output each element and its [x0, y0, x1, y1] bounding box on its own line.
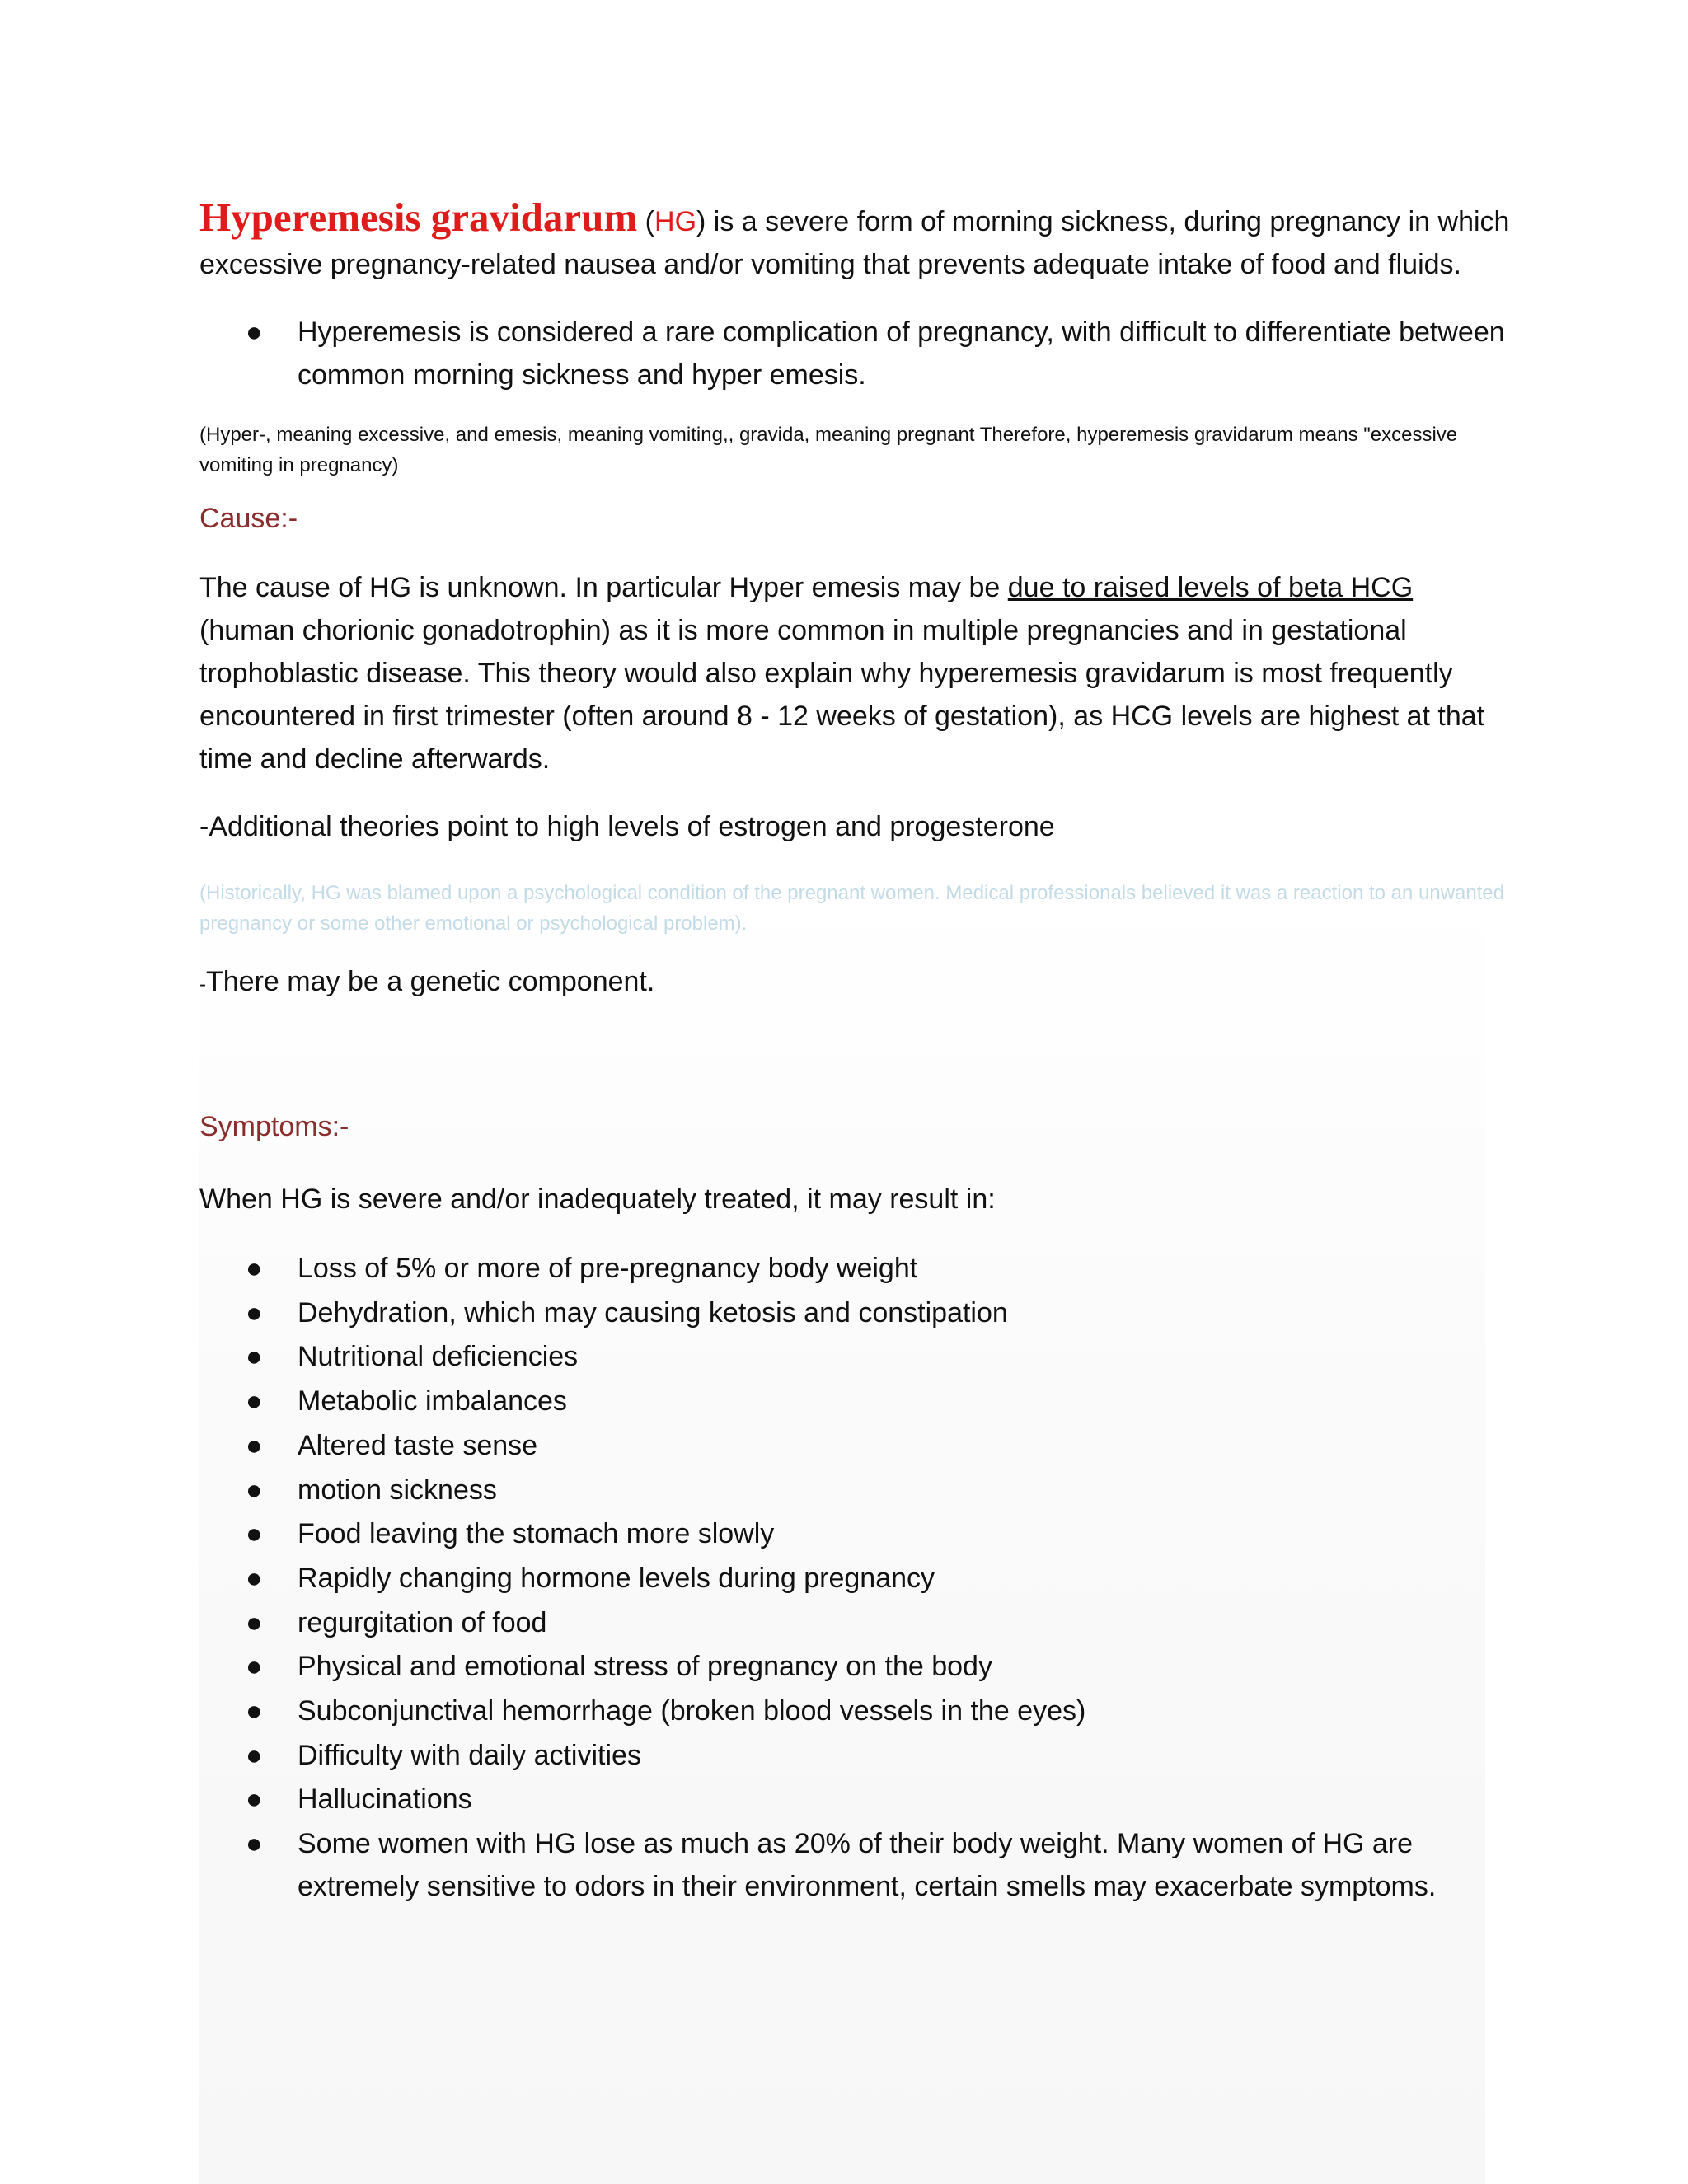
list-item-text: Altered taste sense	[298, 1429, 538, 1461]
list-item-text: Nutritional deficiencies	[298, 1341, 579, 1373]
list-item-text: Food leaving the stomach more slowly	[298, 1518, 775, 1550]
symptoms-heading: Symptoms:-	[199, 1111, 349, 1142]
list-item	[199, 1778, 1510, 1822]
bullet-icon: ●	[246, 1518, 263, 1550]
document-title: Hyperemesis gravidarum	[199, 194, 638, 240]
symptoms-list	[199, 1247, 1510, 1908]
list-item-text: Subconjunctival hemorrhage (broken blood vessels in the eyes)	[298, 1695, 1086, 1727]
bullet-icon: ●	[246, 1783, 263, 1816]
list-item-text: Hallucinations	[298, 1783, 472, 1816]
genetic-text: There may be a genetic component.	[206, 966, 655, 997]
list-item	[199, 1291, 1510, 1336]
list-item-text: regurgitation of food	[298, 1606, 547, 1638]
bullet-icon: ●	[246, 1385, 263, 1418]
bullet-icon: ●	[246, 1429, 263, 1461]
list-item	[199, 1380, 1510, 1424]
etymology-note: (Hyper-, meaning excessive, and emesis, meaning vomiting,, gravida, meaning pregnant Therefore, hyperemesis gravidarum means "excessive vomiting in pregnancy)	[199, 424, 1458, 476]
list-item-text: Some women with HG lose as much as 20% of their body weight. Many women of HG are extremely sensitive to odors in their environment, certain smells may exacerbate symptoms.	[298, 1828, 1437, 1903]
genetic-paragraph	[199, 960, 1510, 1006]
list-item	[199, 1424, 1510, 1469]
historical-note: (Historically, HG was blamed upon a psychological condition of the pregnant women. Medical professionals believed it was a reaction to an unwanted pregnancy or some other emotional or psychological problem).	[199, 882, 1505, 935]
list-item	[199, 1645, 1510, 1690]
bullet-icon: ●	[246, 316, 263, 348]
list-item	[199, 1822, 1510, 1908]
list-item	[199, 1512, 1510, 1557]
bullet-icon: ●	[246, 1739, 263, 1771]
intro-open-paren: (	[637, 206, 655, 237]
cause-heading: Cause:-	[199, 503, 298, 534]
bullet-icon: ●	[246, 1253, 263, 1284]
list-item-text: motion sickness	[298, 1474, 497, 1506]
list-item-text: Rapidly changing hormone levels during pregnancy	[298, 1562, 935, 1594]
rarity-list	[199, 311, 1510, 396]
list-item-text: Loss of 5% or more of pre-pregnancy body weight	[298, 1253, 918, 1284]
bullet-icon: ●	[246, 1828, 263, 1860]
bullet-icon: ●	[246, 1695, 263, 1727]
list-item-text: Difficulty with daily activities	[298, 1739, 641, 1771]
list-item	[199, 1690, 1510, 1734]
list-item	[199, 1601, 1510, 1646]
list-item	[199, 1335, 1510, 1380]
bullet-icon: ●	[246, 1341, 263, 1373]
list-item-text: Physical and emotional stress of pregnancy on the body	[298, 1651, 992, 1683]
cause-underlined-text: due to raised levels of beta HCG	[1007, 572, 1414, 603]
additional-theories: -Additional theories point to high levels of estrogen and progesterone	[199, 811, 1055, 842]
cause-text-end: (human chorionic gonadotrophin) as it is more common in multiple pregnancies and in gestational trophoblastic disease. This theory would also explain why hyperemesis gravidarum is most frequently encountered in first trimester (often around 8 - 12 weeks of gestation), as HCG levels are highest at that time and decline afterwards.	[199, 615, 1485, 775]
cause-text-start: The cause of HG is unknown. In particular Hyper emesis may be	[199, 572, 1008, 603]
list-item	[199, 1469, 1510, 1513]
bullet-icon: ●	[246, 1651, 263, 1683]
intro-paragraph	[199, 196, 1510, 286]
bullet-icon: ●	[246, 1562, 263, 1594]
list-item-text: Metabolic imbalances	[298, 1385, 567, 1418]
intro-text: ) is a severe form of morning sickness, during pregnancy in which excessive pregnancy-related nausea and/or vomiting that prevents adequate intake of food and fluids.	[199, 206, 1510, 280]
list-item	[199, 311, 1510, 396]
genetic-dash: -	[199, 973, 206, 996]
document-body	[199, 196, 1510, 1908]
bullet-icon: ●	[246, 1606, 263, 1638]
hg-abbreviation: HG	[654, 206, 697, 237]
symptoms-intro: When HG is severe and/or inadequately treated, it may result in:	[199, 1183, 996, 1215]
bullet-icon: ●	[246, 1296, 263, 1329]
cause-paragraph	[199, 566, 1510, 780]
bullet-icon: ●	[246, 1474, 263, 1506]
list-item	[199, 1247, 1510, 1291]
list-item	[199, 1734, 1510, 1779]
list-item-text: Hyperemesis is considered a rare complication of pregnancy, with difficult to differentiate between common morning sickness and hyper emesis.	[298, 316, 1505, 391]
list-item	[199, 1557, 1510, 1601]
list-item-text: Dehydration, which may causing ketosis and constipation	[298, 1296, 1008, 1329]
